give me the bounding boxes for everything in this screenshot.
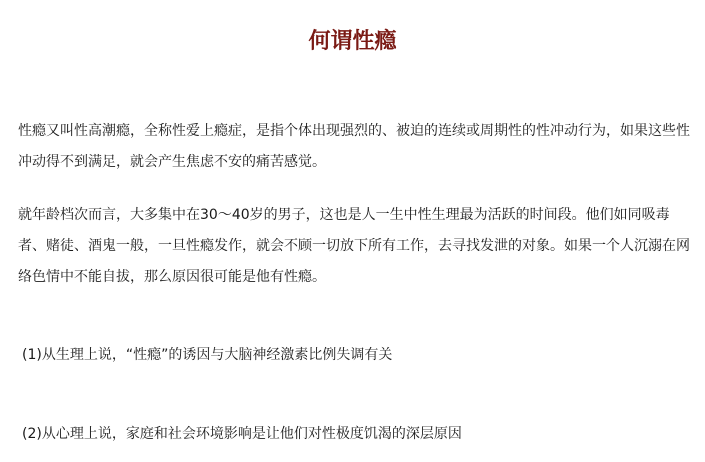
psychological-cause-point: (2)从心理上说，家庭和社会环境影响是让他们对性极度饥渴的深层原因 bbox=[22, 426, 462, 442]
article-title: 何谓性瘾 bbox=[308, 29, 397, 54]
physiological-cause-point: (1)从生理上说，“性瘾”的诱因与大脑神经激素比例失调有关 bbox=[22, 347, 393, 363]
age-paragraph: 就年龄档次而言，大多集中在30～40岁的男子，这也是人一生中性生理最为活跃的时间段。他们如同吸毒者、赌徒、酒鬼一般，一旦性瘾发作，就会不顾一切放下所有工作，去寻找发泄的对象。如果一个人沉溺在网络色情中不能自拔，那么原因很可能是他有性瘾。 bbox=[18, 207, 690, 285]
intro-paragraph: 性瘾又叫性高潮瘾，全称性爱上瘾症，是指个体出现强烈的、被迫的连续或周期性的性冲动行为，如果这些性冲动得不到满足，就会产生焦虑不安的痛苦感觉。 bbox=[18, 123, 690, 170]
